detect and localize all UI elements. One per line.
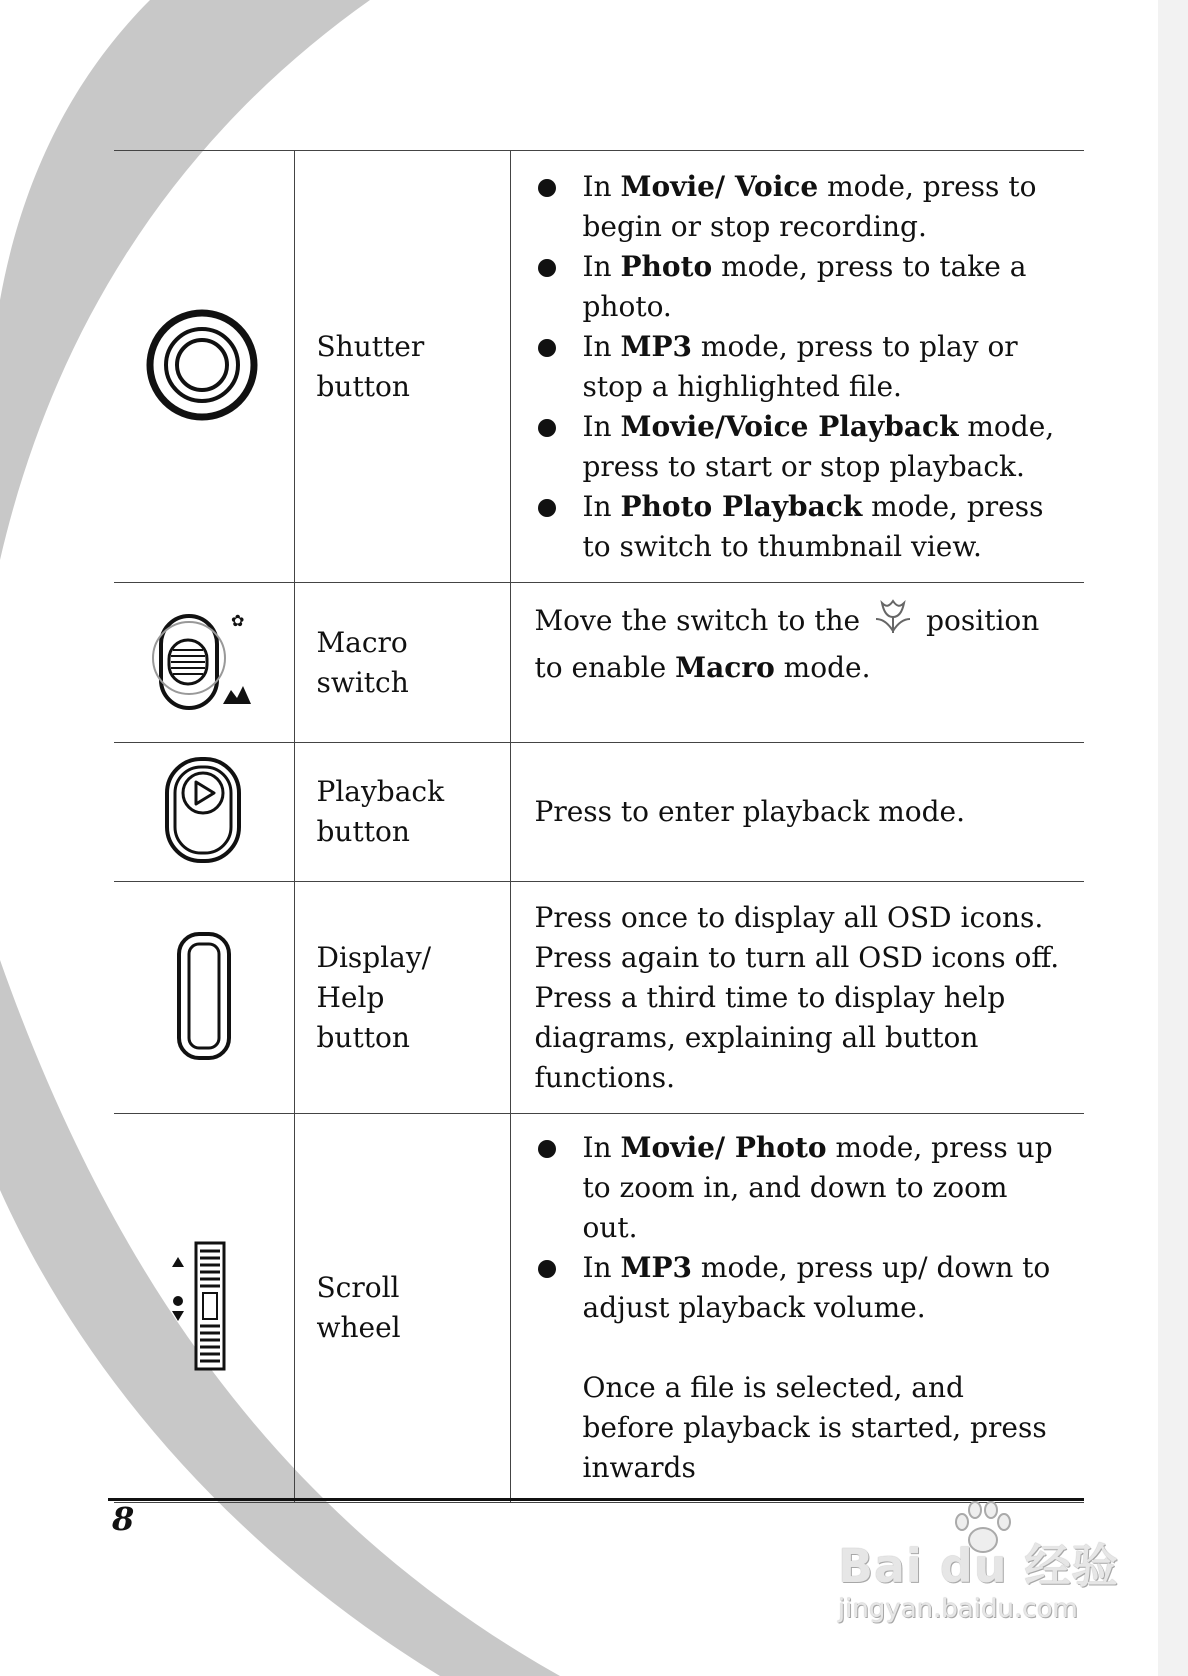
controls-table (114, 150, 1084, 1503)
bold-term: MP3 (620, 1251, 693, 1284)
bullet-item (535, 167, 1065, 247)
bullet-icon (538, 339, 556, 357)
text: In (582, 1131, 621, 1164)
text: mode. (774, 651, 871, 684)
icon-cell (114, 583, 294, 743)
name-cell (294, 1114, 510, 1503)
bullet-icon (538, 1140, 556, 1158)
description-text: Press to enter playback mode. (534, 795, 966, 828)
description-cell (510, 743, 1084, 882)
control-name-line: Help (316, 980, 385, 1014)
name-cell (294, 583, 510, 743)
text: mode, press to switch to thumbnail view. (582, 489, 1044, 563)
control-name-line: Shutter (316, 329, 425, 363)
watermark-brand: Bai du 经验 (838, 1539, 1119, 1593)
watermark-url: jingyan.baidu.com (838, 1594, 1078, 1624)
icon-cell (114, 882, 294, 1114)
bullet-item (535, 327, 1065, 407)
bullet-list (535, 1128, 1065, 1328)
macro-switch-icon (149, 606, 259, 716)
control-name-line: Scroll (316, 1271, 400, 1304)
control-name-line: button (316, 815, 410, 848)
description-cell (510, 1114, 1084, 1503)
text: mode, press up/ down to adjust playback volume. (582, 1251, 1051, 1324)
control-name-line: wheel (316, 1311, 401, 1344)
text: In (582, 409, 621, 443)
description-cell (510, 151, 1084, 583)
bullet-icon (538, 1260, 556, 1278)
description-cell (510, 583, 1084, 743)
bold-term: Movie/ Photo (620, 1131, 827, 1164)
text: mode, press to play or stop a highlighted file. (582, 329, 1018, 403)
bullet-item (535, 1128, 1065, 1248)
note-text: Once a file is selected, and before playback is started, press inwards (582, 1371, 1047, 1484)
macro-flower-icon (872, 597, 914, 648)
display-help-button-icon (174, 931, 234, 1061)
bullet-item (535, 1248, 1065, 1328)
text: In (582, 1251, 621, 1284)
bullet-item (535, 407, 1065, 487)
bold-term: Movie/Voice Playback (620, 409, 959, 443)
icon-cell (114, 151, 294, 583)
text: mode, press to take a photo. (582, 249, 1027, 323)
table-row (114, 1114, 1084, 1503)
table-row (114, 743, 1084, 882)
page-number: 8 (112, 1500, 135, 1538)
bold-term: Photo Playback (620, 489, 863, 523)
description-text: Press once to display all OSD icons. Press again to turn all OSD icons off. Press a third time to display help diagrams, explaining all button functions. (534, 900, 1060, 1094)
spacer (535, 1328, 1065, 1368)
name-cell (294, 151, 510, 583)
table-row (114, 583, 1084, 743)
bold-term: Photo (620, 249, 713, 283)
control-name-line: button (316, 369, 410, 403)
baidu-watermark (838, 1500, 1128, 1630)
name-cell (294, 882, 510, 1114)
control-name-line: Display/ (316, 940, 432, 974)
control-name-line: button (316, 1020, 410, 1054)
bold-term: Movie/ Voice (620, 169, 819, 203)
playback-button-icon (159, 755, 249, 865)
bullet-item (535, 247, 1065, 327)
bold-term: MP3 (620, 329, 693, 363)
right-margin-strip (1158, 0, 1188, 1676)
icon-cell (114, 743, 294, 882)
shutter-button-icon (144, 305, 264, 425)
text: Move the switch to the (534, 604, 861, 637)
text: mode, press to start or stop playback. (582, 409, 1055, 483)
table-row (114, 882, 1084, 1114)
bold-term: Macro (675, 651, 775, 684)
text: In (582, 249, 621, 283)
text: In (582, 489, 621, 523)
text: In (582, 169, 621, 203)
scroll-wheel-icon (164, 1241, 244, 1371)
control-name-line: switch (316, 665, 409, 699)
description-cell (510, 882, 1084, 1114)
text: mode, press to begin or stop recording. (582, 169, 1037, 243)
bullet-item (535, 487, 1065, 567)
text: In (582, 329, 621, 363)
text: mode, press up to zoom in, and down to zoom out. (582, 1131, 1053, 1244)
control-name-line: Macro (316, 625, 408, 659)
name-cell (294, 743, 510, 882)
table-row (114, 151, 1084, 583)
bullet-icon (538, 499, 556, 517)
bullet-icon (538, 259, 556, 277)
bullet-icon (538, 179, 556, 197)
svg-text:✿: ✿ (230, 610, 245, 630)
bullet-icon (538, 419, 556, 437)
bullet-list (535, 167, 1065, 567)
control-name-line: Playback (316, 775, 445, 808)
icon-cell (114, 1114, 294, 1503)
text: position to enable (534, 604, 1040, 684)
